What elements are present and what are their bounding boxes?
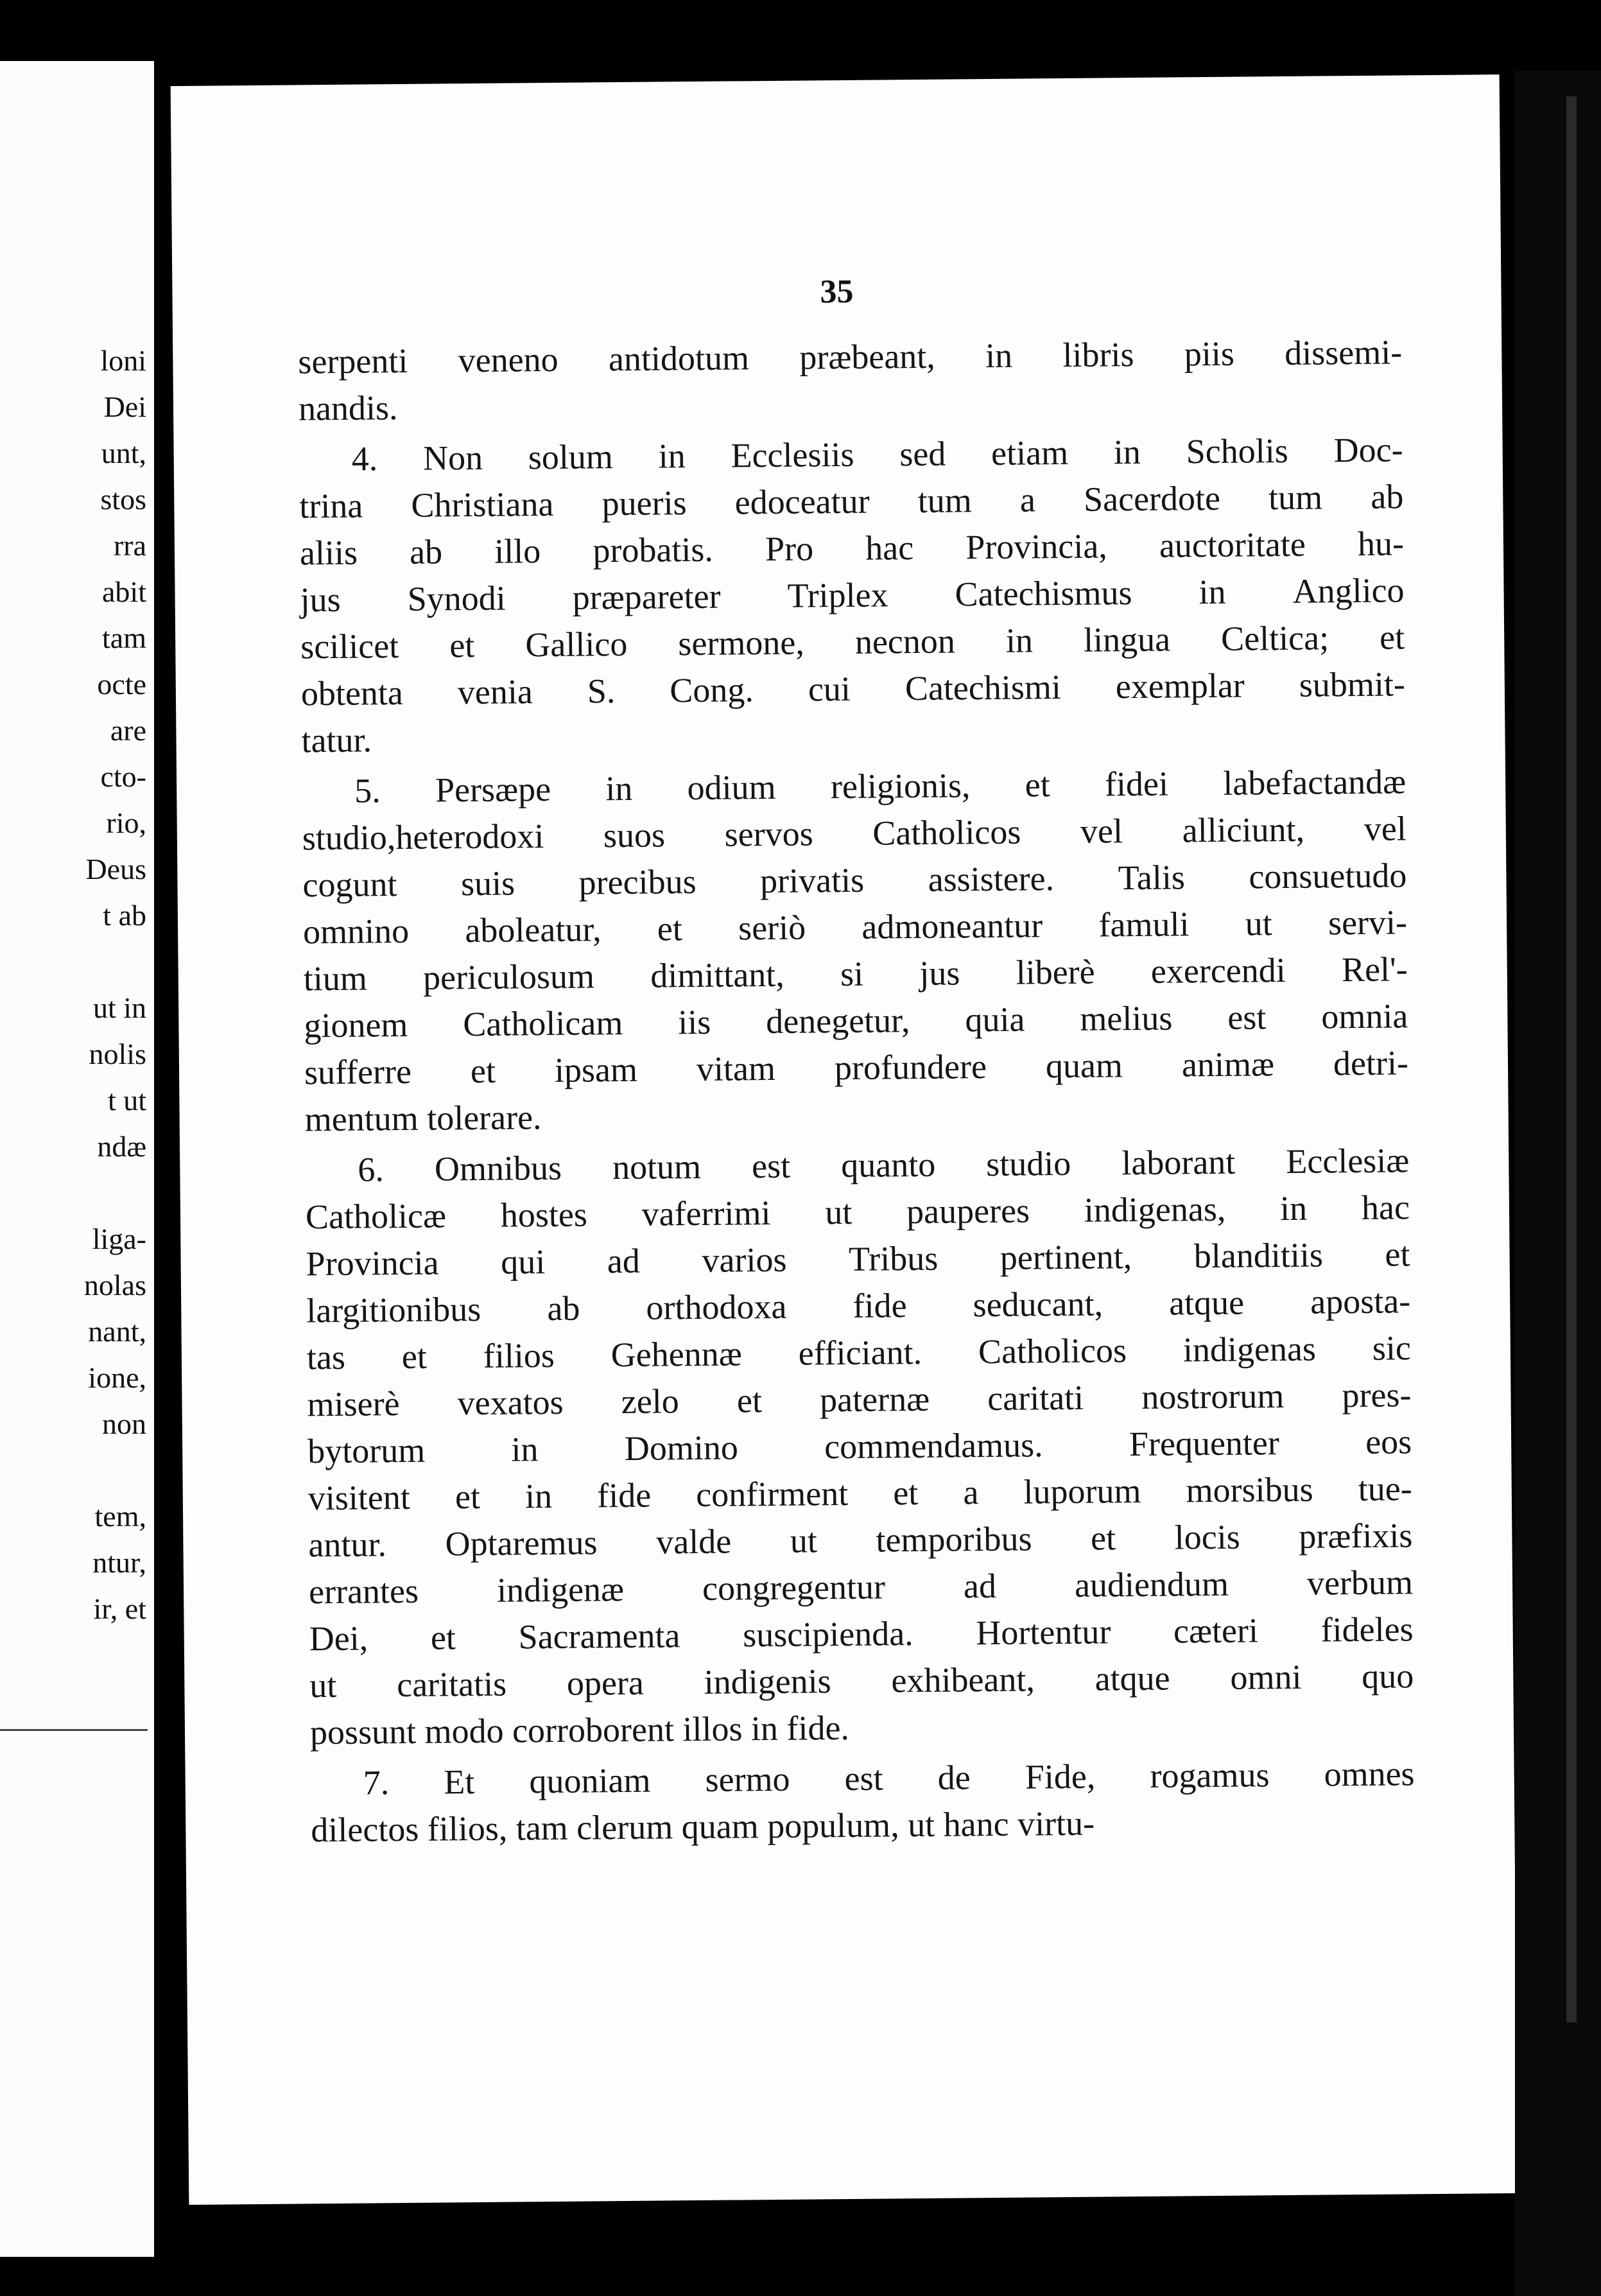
text-line: obtenta venia S. Cong. cui Catechismi exemplar submit-: [300, 665, 1406, 713]
text-line: trina Christiana pueris edoceatur tum a Sacerdote tum ab: [299, 477, 1404, 526]
text-line: Catholicæ hostes vaferrimi ut pauperes indigenas, in hac: [305, 1188, 1410, 1237]
text-line: largitionibus ab orthodoxa fide seducant, atque aposta-: [306, 1282, 1411, 1330]
text-line: errantes indigenæ congregentur ad audiendum verbum: [308, 1563, 1414, 1612]
facing-page-fragment-line: ione,: [88, 1361, 146, 1394]
book-edge: [1515, 71, 1601, 2296]
text-line: sufferre et ipsam vitam profundere quam animæ detri-: [304, 1043, 1409, 1092]
facing-page-fragment-line: ndæ: [97, 1130, 146, 1163]
facing-page-fragment-line: rra: [113, 529, 146, 562]
text-line: 4. Non solum in Ecclesiis sed etiam in Scholis Doc-: [351, 430, 1403, 478]
facing-page-fragment-line: rio,: [106, 806, 146, 839]
text-line: Dei, et Sacramenta suscipienda. Hortentur cæteri fideles: [309, 1610, 1414, 1658]
book-edge-stripe: [1566, 96, 1577, 2022]
text-line: antur. Optaremus valde ut temporibus et locis præfixis: [308, 1516, 1413, 1565]
facing-page-fragment-line: liga-: [92, 1222, 146, 1255]
facing-page-fragment-line: abit: [102, 575, 146, 608]
text-line: dilectos filios, tam clerum quam populum, ut hanc virtu-: [311, 1804, 1095, 1850]
facing-page-fragment-line: t ut: [107, 1084, 146, 1117]
body-text: [298, 329, 1415, 1854]
text-line: serpenti veneno antidotum præbeant, in libris piis dissemi-: [298, 333, 1403, 381]
text-line: visitent et in fide confirment et a luporum morsibus tue-: [307, 1469, 1412, 1518]
page-number: 35: [820, 273, 854, 311]
text-line: bytorum in Domino commendamus. Frequenter eos: [307, 1422, 1412, 1471]
facing-page-fragment-line: Deus: [85, 853, 146, 885]
facing-page-fragment-line: stos: [100, 483, 146, 516]
text-line: nandis.: [298, 388, 398, 428]
text-line: scilicet et Gallico sermone, necnon in lingua Celtica; et: [300, 618, 1405, 666]
text-line: tium periculosum dimittant, si jus liberè exercendi Rel'-: [303, 950, 1408, 998]
facing-page-fragment-line: t ab: [103, 899, 146, 932]
facing-page-fragment-line: unt,: [101, 437, 146, 469]
facing-page-fragment: [0, 61, 154, 2257]
text-line: 7. Et quoniam sermo est de Fide, rogamus omnes: [363, 1754, 1415, 1802]
facing-page-fragment-line: tem,: [94, 1500, 146, 1533]
text-line: aliis ab illo probatis. Pro hac Provincia, auctoritate hu-: [299, 524, 1405, 573]
facing-page-fragment-line: ut in: [92, 991, 146, 1024]
text-line: cogunt suis precibus privatis assistere. Talis consuetudo: [302, 856, 1407, 905]
text-line: studio,heterodoxi suos servos Catholicos vel alliciunt, vel: [302, 809, 1407, 858]
text-line: miserè vexatos zelo et paternæ caritati nostrorum pres-: [307, 1375, 1412, 1424]
facing-page-fragment-line: Dei: [103, 390, 146, 423]
text-line: tas et filios Gehennæ efficiant. Catholicos indigenas sic: [306, 1328, 1412, 1377]
facing-page-fragment-line: non: [102, 1407, 146, 1440]
text-line: ut caritatis opera indigenis exhibeant, atque omni quo: [309, 1657, 1414, 1705]
text-line: gionem Catholicam iis denegetur, quia melius est omnia: [304, 996, 1408, 1045]
facing-page-rule: [0, 1729, 148, 1731]
text-line: omnino aboleatur, et seriò admoneantur famuli ut servi-: [302, 903, 1408, 952]
facing-page-fragment-line: nolas: [83, 1269, 146, 1301]
text-line: mentum tolerare.: [304, 1098, 542, 1139]
facing-page-fragment-line: octe: [97, 668, 146, 700]
facing-page-fragment-line: cto-: [100, 760, 146, 793]
facing-page-fragment-line: tam: [102, 622, 146, 654]
facing-page-fragment-line: loni: [100, 344, 146, 377]
facing-page-fragment-line: ir, et: [93, 1592, 146, 1625]
facing-page-fragment-line: ntur,: [92, 1546, 146, 1579]
text-line: 5. Persæpe in odium religionis, et fidei labefactandæ: [354, 762, 1406, 810]
text-line: jus Synodi præpareter Triplex Catechismus in Anglico: [300, 571, 1405, 620]
text-line: tatur.: [301, 720, 372, 760]
book-page: [171, 74, 1518, 2205]
text-line: possunt modo corroborent illos in fide.: [309, 1708, 850, 1752]
text-line: Provincia qui ad varios Tribus pertinent, blanditiis et: [306, 1235, 1410, 1283]
text-line: 6. Omnibus notum est quanto studio laborant Ecclesiæ: [358, 1141, 1410, 1189]
facing-page-fragment-line: are: [110, 714, 146, 747]
facing-page-fragment-line: nant,: [88, 1315, 146, 1348]
facing-page-fragment-line: nolis: [89, 1038, 146, 1070]
